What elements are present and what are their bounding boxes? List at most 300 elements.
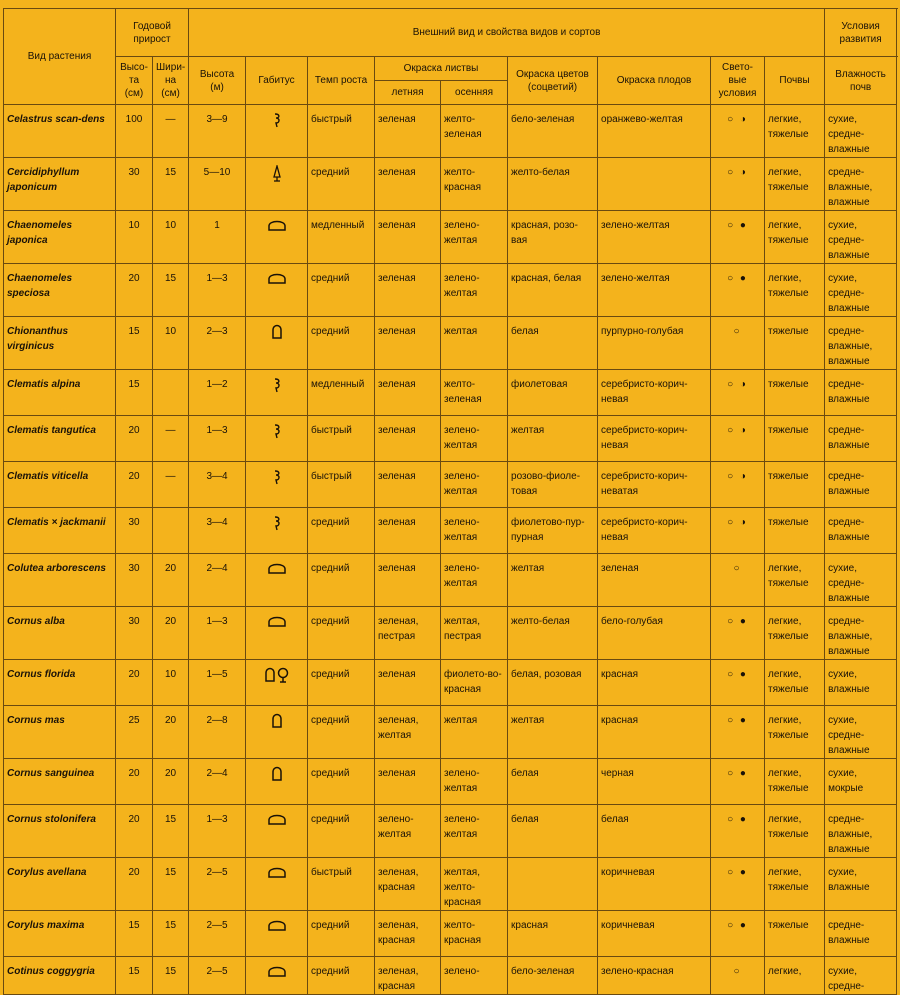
light-symbols: ○ ●: [727, 920, 748, 931]
flower-cell: белая: [508, 317, 598, 370]
moisture-cell: сухие, средне-влажные: [825, 706, 897, 759]
table-row: [4, 805, 897, 858]
light-symbols: ○ ●: [727, 814, 748, 825]
light-symbols: ○ ◑: [727, 517, 748, 528]
autumn-cell: желтая, желто-красная: [441, 858, 508, 911]
name-cell: Clematis × jackmanii: [4, 508, 116, 554]
summer-cell: зеленая: [375, 105, 441, 158]
light-conditions-cell: [711, 158, 765, 211]
fruit-cell: черная: [598, 759, 711, 805]
habit-cell: [246, 858, 308, 911]
gh-cell: 20: [116, 660, 153, 706]
upright-habit-icon: [271, 713, 283, 729]
light-symbols: ○ ●: [727, 220, 748, 231]
gh-cell: 15: [116, 911, 153, 957]
fruit-cell: зелено-красная: [598, 957, 711, 995]
rate-cell: средний: [308, 607, 375, 660]
light-symbols: ○ ●: [727, 669, 748, 680]
name-cell: Colutea arborescens: [4, 554, 116, 607]
name-cell: Celastrus scan-dens: [4, 105, 116, 158]
summer-cell: зеленая: [375, 660, 441, 706]
gh-cell: 15: [116, 317, 153, 370]
h-cell: 1—3: [189, 264, 246, 317]
fruit-cell: коричневая: [598, 911, 711, 957]
moisture-cell: сухие, средне-: [825, 957, 897, 995]
moisture-cell: сухие, средне-влажные: [825, 264, 897, 317]
habit-cell: [246, 317, 308, 370]
h-cell: 2—5: [189, 957, 246, 995]
habit-cell: [246, 706, 308, 759]
table-row: [4, 706, 897, 759]
rate-cell: средний: [308, 264, 375, 317]
header-summer: летняя: [375, 81, 441, 105]
table-row: [4, 911, 897, 957]
fruit-cell: зелено-желтая: [598, 211, 711, 264]
gw-cell: [153, 508, 189, 554]
light-symbols: ○ ◑: [727, 167, 748, 178]
fruit-cell: серебристо-корич-неватая: [598, 462, 711, 508]
shrub-habit-icon: [267, 918, 287, 932]
gw-cell: 20: [153, 759, 189, 805]
summer-cell: зеленая: [375, 264, 441, 317]
light-conditions-cell: [711, 660, 765, 706]
gh-cell: 20: [116, 416, 153, 462]
header-height: Высота (м): [189, 57, 246, 105]
autumn-cell: желтая, пестрая: [441, 607, 508, 660]
light-conditions-cell: [711, 370, 765, 416]
gh-cell: 20: [116, 264, 153, 317]
name-cell: Cornus stolonifera: [4, 805, 116, 858]
rate-cell: медленный: [308, 211, 375, 264]
moisture-cell: средне-влажные, влажные: [825, 805, 897, 858]
shrub-habit-icon: [267, 865, 287, 879]
flower-cell: красная: [508, 911, 598, 957]
light-conditions-cell: [711, 759, 765, 805]
rate-cell: средний: [308, 508, 375, 554]
header-habit: Габитус: [246, 57, 308, 105]
flower-cell: розово-фиоле-товая: [508, 462, 598, 508]
table-row: [4, 508, 897, 554]
rate-cell: средний: [308, 911, 375, 957]
habit-cell: [246, 805, 308, 858]
rate-cell: быстрый: [308, 858, 375, 911]
name-cell: Clematis alpina: [4, 370, 116, 416]
header-appearance: Внешний вид и свойства видов и сортов: [189, 9, 825, 57]
gh-cell: 30: [116, 158, 153, 211]
gh-cell: 20: [116, 462, 153, 508]
autumn-cell: зелено-желтая: [441, 264, 508, 317]
habit-cell: [246, 211, 308, 264]
light-symbols: ○ ●: [727, 715, 748, 726]
name-cell: Chaenomeles speciosa: [4, 264, 116, 317]
climber-habit-icon: [272, 515, 282, 531]
moisture-cell: средне-влажные: [825, 462, 897, 508]
soil-cell: легкие, тяжелые: [765, 706, 825, 759]
table-row: [4, 105, 897, 158]
soil-cell: тяжелые: [765, 911, 825, 957]
fruit-cell: серебристо-корич-невая: [598, 416, 711, 462]
moisture-cell: сухие, средне-влажные: [825, 105, 897, 158]
gh-cell: 20: [116, 858, 153, 911]
rate-cell: быстрый: [308, 462, 375, 508]
moisture-cell: средне-влажные, влажные: [825, 158, 897, 211]
summer-cell: зеленая: [375, 416, 441, 462]
flower-cell: желто-белая: [508, 607, 598, 660]
habit-cell: [246, 370, 308, 416]
fruit-cell: белая: [598, 805, 711, 858]
climber-habit-icon: [272, 112, 282, 128]
soil-cell: легкие, тяжелые: [765, 805, 825, 858]
summer-cell: зеленая: [375, 317, 441, 370]
name-cell: Cornus florida: [4, 660, 116, 706]
habit-cell: [246, 105, 308, 158]
gh-cell: 20: [116, 805, 153, 858]
soil-cell: легкие,: [765, 957, 825, 995]
light-symbols: ○ ◑: [727, 425, 748, 436]
rate-cell: средний: [308, 660, 375, 706]
flower-cell: [508, 858, 598, 911]
shrub-habit-icon: [267, 218, 287, 232]
rate-cell: быстрый: [308, 416, 375, 462]
header-growth-height: Высо-та (см): [116, 57, 153, 105]
light-symbols: ○ ◑: [727, 379, 748, 390]
moisture-cell: средне-влажные: [825, 370, 897, 416]
light-conditions-cell: [711, 805, 765, 858]
h-cell: 1: [189, 211, 246, 264]
rate-cell: средний: [308, 759, 375, 805]
shrub-habit-icon: [267, 964, 287, 978]
summer-cell: зеленая, пестрая: [375, 607, 441, 660]
autumn-cell: фиолето-во-красная: [441, 660, 508, 706]
climber-habit-icon: [272, 469, 282, 485]
table-row: [4, 317, 897, 370]
summer-cell: зелено-желтая: [375, 805, 441, 858]
habit-cell: [246, 911, 308, 957]
flower-cell: желтая: [508, 416, 598, 462]
light-symbols: ○ ●: [727, 273, 748, 284]
soil-cell: тяжелые: [765, 462, 825, 508]
gw-cell: [153, 370, 189, 416]
h-cell: 3—4: [189, 462, 246, 508]
table-row: [4, 957, 897, 995]
light-symbols: ○: [733, 966, 742, 977]
flower-cell: белая, розовая: [508, 660, 598, 706]
climber-habit-icon: [272, 377, 282, 393]
table-row: [4, 554, 897, 607]
fruit-cell: зелено-желтая: [598, 264, 711, 317]
gh-cell: 30: [116, 508, 153, 554]
autumn-cell: зелено-: [441, 957, 508, 995]
gw-cell: 15: [153, 911, 189, 957]
gw-cell: 10: [153, 317, 189, 370]
table-row: [4, 462, 897, 508]
summer-cell: зеленая: [375, 554, 441, 607]
soil-cell: легкие, тяжелые: [765, 858, 825, 911]
summer-cell: зеленая, красная: [375, 957, 441, 995]
fruit-cell: коричневая: [598, 858, 711, 911]
h-cell: 3—9: [189, 105, 246, 158]
h-cell: 2—4: [189, 759, 246, 805]
summer-cell: зеленая: [375, 759, 441, 805]
fruit-cell: оранжево-желтая: [598, 105, 711, 158]
header-growth: Годовой прирост: [116, 9, 189, 57]
gh-cell: 15: [116, 957, 153, 995]
h-cell: 2—5: [189, 858, 246, 911]
moisture-cell: сухие, средне-влажные: [825, 211, 897, 264]
table-row: [4, 211, 897, 264]
gh-cell: 30: [116, 554, 153, 607]
name-cell: Cornus sanguinea: [4, 759, 116, 805]
habit-cell: [246, 660, 308, 706]
rate-cell: средний: [308, 554, 375, 607]
light-conditions-cell: [711, 211, 765, 264]
name-cell: Clematis viticella: [4, 462, 116, 508]
moisture-cell: средне-влажные: [825, 911, 897, 957]
gw-cell: 10: [153, 211, 189, 264]
h-cell: 3—4: [189, 508, 246, 554]
header-flower-color: Окраска цветов (соцветий): [508, 57, 598, 105]
light-conditions-cell: [711, 706, 765, 759]
header-species: Вид растения: [4, 9, 116, 105]
fruit-cell: серебристо-корич-невая: [598, 370, 711, 416]
h-cell: 2—3: [189, 317, 246, 370]
table-row: [4, 370, 897, 416]
autumn-cell: зелено-желтая: [441, 416, 508, 462]
habit-cell: [246, 759, 308, 805]
light-conditions-cell: [711, 317, 765, 370]
gw-cell: 10: [153, 660, 189, 706]
habit-cell: [246, 264, 308, 317]
habit-cell: [246, 462, 308, 508]
rate-cell: средний: [308, 317, 375, 370]
gw-cell: 15: [153, 805, 189, 858]
table-row: [4, 607, 897, 660]
fruit-cell: [598, 158, 711, 211]
summer-cell: зеленая: [375, 462, 441, 508]
flower-cell: белая: [508, 805, 598, 858]
name-cell: Cornus mas: [4, 706, 116, 759]
habit-cell: [246, 607, 308, 660]
rate-cell: быстрый: [308, 105, 375, 158]
summer-cell: зеленая: [375, 211, 441, 264]
gw-cell: 15: [153, 158, 189, 211]
name-cell: Cercidiphyllum japonicum: [4, 158, 116, 211]
habit-cell: [246, 416, 308, 462]
autumn-cell: зелено-желтая: [441, 759, 508, 805]
gw-cell: —: [153, 105, 189, 158]
autumn-cell: желтая: [441, 706, 508, 759]
light-symbols: ○ ◑: [727, 114, 748, 125]
autumn-cell: желто-зеленая: [441, 370, 508, 416]
light-conditions-cell: [711, 416, 765, 462]
h-cell: 1—3: [189, 805, 246, 858]
h-cell: 5—10: [189, 158, 246, 211]
light-conditions-cell: [711, 264, 765, 317]
light-conditions-cell: [711, 858, 765, 911]
light-symbols: ○ ●: [727, 616, 748, 627]
h-cell: 2—8: [189, 706, 246, 759]
summer-cell: зеленая, красная: [375, 911, 441, 957]
moisture-cell: сухие, влажные: [825, 858, 897, 911]
light-conditions-cell: [711, 554, 765, 607]
gw-cell: 20: [153, 706, 189, 759]
table-row: [4, 858, 897, 911]
name-cell: Chionanthus virginicus: [4, 317, 116, 370]
upright-habit-icon: [271, 324, 283, 340]
summer-cell: зеленая, желтая: [375, 706, 441, 759]
autumn-cell: желтая: [441, 317, 508, 370]
rate-cell: средний: [308, 706, 375, 759]
name-cell: Chaenomeles japonica: [4, 211, 116, 264]
gh-cell: 20: [116, 759, 153, 805]
flower-cell: желто-белая: [508, 158, 598, 211]
flower-cell: красная, белая: [508, 264, 598, 317]
moisture-cell: средне-влажные, влажные: [825, 607, 897, 660]
light-conditions-cell: [711, 607, 765, 660]
soil-cell: легкие, тяжелые: [765, 105, 825, 158]
flower-cell: бело-зеленая: [508, 957, 598, 995]
upright-tree-habit-icon: [264, 667, 290, 683]
gw-cell: 15: [153, 957, 189, 995]
rate-cell: средний: [308, 805, 375, 858]
autumn-cell: зелено-желтая: [441, 554, 508, 607]
flower-cell: красная, розо-вая: [508, 211, 598, 264]
fruit-cell: бело-голубая: [598, 607, 711, 660]
autumn-cell: желто-зеленая: [441, 105, 508, 158]
header-moisture: Влажность почв: [825, 57, 897, 105]
soil-cell: тяжелые: [765, 317, 825, 370]
header-soil: Почвы: [765, 57, 825, 105]
gh-cell: 100: [116, 105, 153, 158]
soil-cell: легкие, тяжелые: [765, 158, 825, 211]
soil-cell: тяжелые: [765, 370, 825, 416]
shrub-habit-icon: [267, 271, 287, 285]
moisture-cell: сухие, влажные: [825, 660, 897, 706]
header-fruit-color: Окраска плодов: [598, 57, 711, 105]
table-row: [4, 759, 897, 805]
gh-cell: 25: [116, 706, 153, 759]
gw-cell: 20: [153, 554, 189, 607]
gh-cell: 30: [116, 607, 153, 660]
autumn-cell: зелено-желтая: [441, 805, 508, 858]
upright-habit-icon: [271, 766, 283, 782]
gh-cell: 10: [116, 211, 153, 264]
moisture-cell: средне-влажные: [825, 508, 897, 554]
light-symbols: ○ ●: [727, 867, 748, 878]
flower-cell: желтая: [508, 554, 598, 607]
light-symbols: ○: [733, 326, 742, 337]
light-conditions-cell: [711, 462, 765, 508]
soil-cell: легкие, тяжелые: [765, 554, 825, 607]
moisture-cell: сухие, мокрые: [825, 759, 897, 805]
soil-cell: легкие, тяжелые: [765, 759, 825, 805]
light-conditions-cell: [711, 957, 765, 995]
flower-cell: бело-зеленая: [508, 105, 598, 158]
autumn-cell: желто-красная: [441, 911, 508, 957]
header-light: Свето-вые условия: [711, 57, 765, 105]
flower-cell: белая: [508, 759, 598, 805]
name-cell: Cornus alba: [4, 607, 116, 660]
gw-cell: —: [153, 416, 189, 462]
fruit-cell: зеленая: [598, 554, 711, 607]
header-conditions: Условия развития: [825, 9, 897, 57]
summer-cell: зеленая, красная: [375, 858, 441, 911]
shrub-habit-icon: [267, 561, 287, 575]
moisture-cell: средне-влажные, влажные: [825, 317, 897, 370]
autumn-cell: зелено-желтая: [441, 508, 508, 554]
table-row: [4, 416, 897, 462]
table-row: [4, 158, 897, 211]
habit-cell: [246, 158, 308, 211]
rate-cell: средний: [308, 158, 375, 211]
header-leaf-color: Окраска листвы: [375, 57, 508, 81]
moisture-cell: сухие, средне-влажные: [825, 554, 897, 607]
header-autumn: осенняя: [441, 81, 508, 105]
rate-cell: средний: [308, 957, 375, 995]
soil-cell: легкие, тяжелые: [765, 607, 825, 660]
light-symbols: ○: [733, 563, 742, 574]
h-cell: 1—3: [189, 416, 246, 462]
h-cell: 2—4: [189, 554, 246, 607]
shrub-habit-icon: [267, 812, 287, 826]
h-cell: 1—5: [189, 660, 246, 706]
summer-cell: зеленая: [375, 370, 441, 416]
plant-table: [3, 8, 897, 995]
light-conditions-cell: [711, 508, 765, 554]
name-cell: Corylus maxima: [4, 911, 116, 957]
gh-cell: 15: [116, 370, 153, 416]
flower-cell: желтая: [508, 706, 598, 759]
light-conditions-cell: [711, 911, 765, 957]
soil-cell: легкие, тяжелые: [765, 211, 825, 264]
name-cell: Corylus avellana: [4, 858, 116, 911]
gw-cell: —: [153, 462, 189, 508]
h-cell: 1—3: [189, 607, 246, 660]
fruit-cell: серебристо-корич-невая: [598, 508, 711, 554]
light-symbols: ○ ●: [727, 768, 748, 779]
habit-cell: [246, 554, 308, 607]
table-row: [4, 660, 897, 706]
table-body: [4, 105, 897, 995]
table-row: [4, 264, 897, 317]
fruit-cell: красная: [598, 706, 711, 759]
table-header: [4, 9, 897, 105]
name-cell: Clematis tangutica: [4, 416, 116, 462]
summer-cell: зеленая: [375, 508, 441, 554]
soil-cell: тяжелые: [765, 508, 825, 554]
fruit-cell: пурпурно-голубая: [598, 317, 711, 370]
header-growth-width: Шири-на (см): [153, 57, 189, 105]
tree-habit-icon: [272, 165, 282, 183]
name-cell: Cotinus coggygria: [4, 957, 116, 995]
header-rate: Темп роста: [308, 57, 375, 105]
gw-cell: 15: [153, 264, 189, 317]
summer-cell: зеленая: [375, 158, 441, 211]
flower-cell: фиолетово-пур-пурная: [508, 508, 598, 554]
rate-cell: медленный: [308, 370, 375, 416]
light-conditions-cell: [711, 105, 765, 158]
climber-habit-icon: [272, 423, 282, 439]
autumn-cell: зелено-желтая: [441, 211, 508, 264]
light-symbols: ○ ◑: [727, 471, 748, 482]
autumn-cell: желто-красная: [441, 158, 508, 211]
h-cell: 1—2: [189, 370, 246, 416]
gw-cell: 15: [153, 858, 189, 911]
soil-cell: тяжелые: [765, 416, 825, 462]
habit-cell: [246, 508, 308, 554]
moisture-cell: средне-влажные: [825, 416, 897, 462]
shrub-habit-icon: [267, 614, 287, 628]
